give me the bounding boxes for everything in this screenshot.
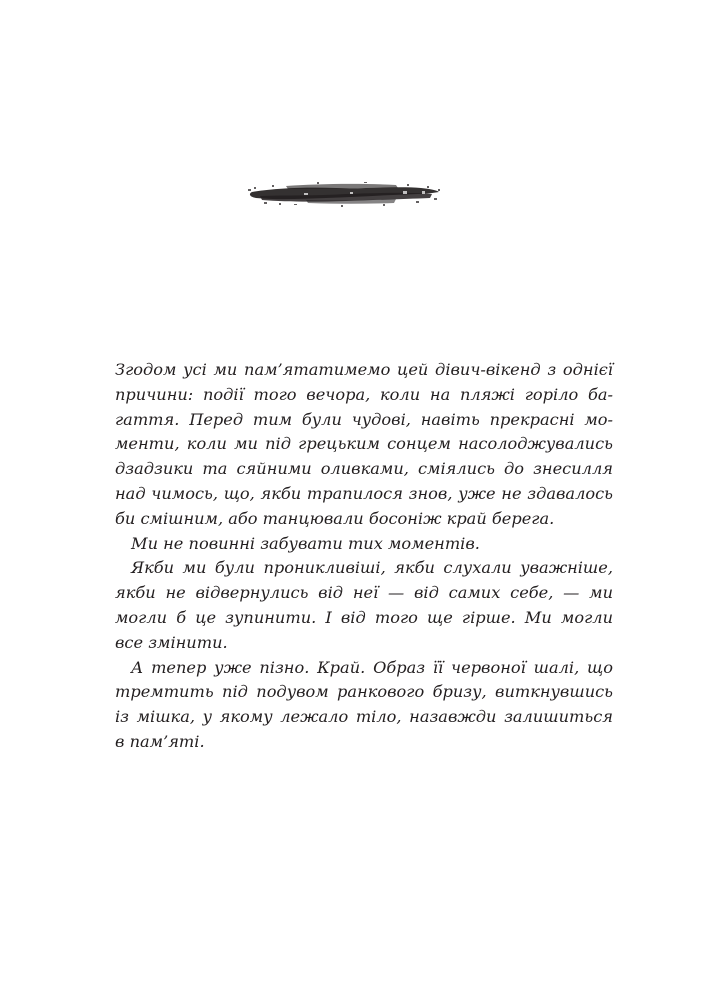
brush-stroke-divider-icon: [246, 180, 442, 208]
text-line: Якби ми були проникливіші, якби слухали уважніше,: [131, 558, 613, 578]
text-line: причини: події того вечора, коли на пляжі горіло ба-: [115, 384, 613, 404]
text-line: менти, коли ми під грецьким сонцем насолоджувались: [115, 434, 613, 454]
text-line: якби не відвернулись від неї — від самих себе, — ми: [115, 583, 613, 603]
text-line: А тепер уже пізно. Край. Образ її червоної шалі, що: [131, 657, 613, 677]
text-line: в пам’яті.: [115, 731, 205, 751]
text-line: Згодом усі ми пам’ятатимемо цей дівич-вікенд з однієї: [115, 360, 613, 379]
text-line: Ми не повинні забувати тих моментів.: [131, 533, 480, 553]
text-line: тремтить під подувом ранкового бризу, виткнувшись: [115, 682, 613, 702]
text-line: все змінити.: [115, 632, 228, 652]
text-line: би смішним, або танцювали босоніж край берега.: [115, 508, 555, 528]
text-line: із мішка, у якому лежало тіло, назавжди залишиться: [115, 707, 613, 727]
prologue-text: [115, 358, 613, 755]
text-line: дзадзики та сяйними оливками, сміялись до знесилля: [115, 459, 613, 479]
text-line: гаття. Перед тим були чудові, навіть прекрасні мо-: [115, 409, 613, 429]
text-line: могли б це зупинити. І від того ще гірше. Ми могли: [115, 607, 613, 627]
text-line: над чимось, що, якби трапилося знов, уже не здавалось: [115, 483, 613, 503]
